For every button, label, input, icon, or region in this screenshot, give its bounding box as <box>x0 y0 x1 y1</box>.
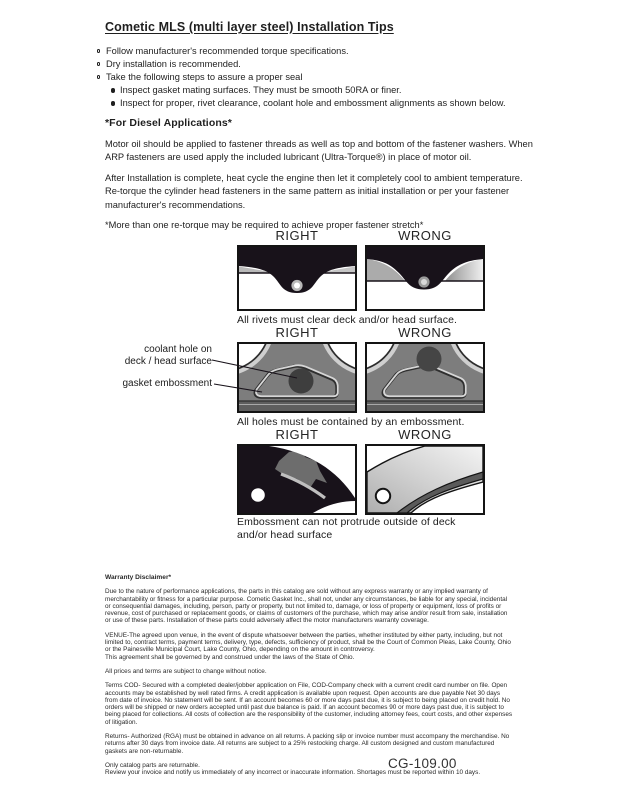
diesel-applications-section <box>105 117 537 240</box>
installation-tips-list <box>97 45 542 110</box>
list-item <box>111 84 542 97</box>
bolt-hole-icon <box>251 488 265 502</box>
figure1-caption: All rivets must clear deck and/or head surface. <box>237 314 458 326</box>
legal-paragraph: VENUE-The agreed upon venue, in the event of dispute whatsoever between the parties, whether instituted by either party, including, but not limited to, contract terms, payment terms, delivery, type, defects, sufficiency of product, shall be the Court of Common Pleas, Lake County, Ohio or the Painesville Municipal Court, Lake County, Ohio, depending on the amount in controversy. <box>105 631 511 654</box>
annotation-coolant-hole: coolant hole on deck / head surface <box>124 344 212 367</box>
figure3-right-label: RIGHT <box>275 427 319 442</box>
figure2-wrong-label: WRONG <box>398 325 452 340</box>
circle-bullet-icon <box>97 62 100 65</box>
circle-bullet-icon <box>97 75 100 78</box>
figure2-wrong-panel <box>365 342 485 413</box>
figure2-right-label: RIGHT <box>275 325 319 340</box>
legal-paragraph: Due to the nature of performance applications, the parts in this catalog are sold without any express warranty or any implied warranty of merchantability or fitness for a particular purpose. Cometic Gasket Inc., shall not, under any circumstances, be liable for any special, incidental or consequential damages, including, person, party or property, but not limited to, damage, or loss of property or equipment, loss of profits or revenue, cost of purchased or replacement goods, or claims of customers of the purchase, which may arise and/or result from sale, installation or use of these parts. Installation of these parts could adversely affect the motor manufacturers warranty coverage. <box>105 588 508 625</box>
figure2-caption: All holes must be contained by an embossment. <box>237 416 465 428</box>
coolant-hole-right-diagram <box>239 344 355 411</box>
tip-text: Inspect gasket mating surfaces. They must be smooth 50RA or finer. <box>120 85 402 95</box>
paragraph: After Installation is complete, heat cycle the engine then let it completely cool to ambient temperature. Re-torque the cylinder head fasteners in the same pattern as initial installation or per your fastener manufacturer's recommendations. <box>105 172 523 210</box>
tip-text: Take the following steps to assure a proper seal <box>106 72 303 82</box>
coolant-hole-icon <box>289 369 314 394</box>
figure3-wrong-panel <box>365 444 485 515</box>
list-item <box>97 45 542 58</box>
figure1-wrong-label: WRONG <box>398 228 452 243</box>
figure3-caption: Embossment can not protrude outside of deck and/or head surface <box>237 516 456 541</box>
coolant-hole-wrong-diagram <box>367 344 483 411</box>
figure1-right-label: RIGHT <box>275 228 319 243</box>
figure1-right-panel <box>237 245 357 311</box>
legal-paragraph: All prices and terms are subject to change without notice. <box>105 667 267 675</box>
annotation-gasket-embossment: gasket embossment <box>122 378 212 389</box>
legal-paragraph: Review your invoice and notify us immediately of any incorrect or inaccurate information. Shortages must be reported within 10 days. <box>105 769 481 777</box>
figure3-wrong-label: WRONG <box>398 427 452 442</box>
tip-text: Follow manufacturer's recommended torque specifications. <box>106 46 349 56</box>
figure1-wrong-panel <box>365 245 485 311</box>
circle-bullet-icon <box>97 49 100 52</box>
page-code: CG-109.00 <box>388 756 457 771</box>
list-item <box>97 58 542 71</box>
page-title: Cometic MLS (multi layer steel) Installation Tips <box>105 20 394 34</box>
paragraph: *More than one re-torque may be required to achieve proper fastener stretch* <box>105 220 424 230</box>
figure3-right-panel <box>237 444 357 515</box>
figure2-right-panel <box>237 342 357 413</box>
rivet-clearance-wrong-diagram <box>367 247 483 309</box>
list-item <box>111 97 542 110</box>
dot-bullet-icon <box>111 88 115 92</box>
legal-paragraph: This agreement shall be governed by and construed under the laws of the State of Ohio. <box>105 653 355 661</box>
coolant-hole-icon <box>417 347 442 372</box>
legal-paragraph: Returns- Authorized (RGA) must be obtained in advance on all returns. A packing slip or invoice number must accompany the merchandise. No returns after 30 days from invoice date. All returns are subject to a 25% restocking charge. All custom designed and custom manufactured gaskets are non-returnable. <box>105 733 510 755</box>
legal-paragraph: Only catalog parts are returnable. <box>105 761 200 769</box>
list-item <box>97 71 542 84</box>
section-heading: *For Diesel Applications* <box>105 117 232 129</box>
tip-text: Inspect for proper, rivet clearance, coolant hole and embossment alignments as shown below. <box>120 98 506 108</box>
tip-text: Dry installation is recommended. <box>106 59 241 69</box>
warranty-disclaimer-section <box>105 574 513 777</box>
legal-heading: Warranty Disclaimer* <box>105 574 172 581</box>
embossment-protrusion-right-diagram <box>239 446 355 513</box>
rivet-clearance-right-diagram <box>239 247 355 309</box>
bolt-hole-icon <box>376 489 390 503</box>
paragraph: Motor oil should be applied to fastener threads as well as top and bottom of the fastener washers. When ARP fasteners are used apply the included lubricant (Ultra-Torque®) in place of motor oil. <box>105 138 533 162</box>
dot-bullet-icon <box>111 101 115 105</box>
embossment-protrusion-wrong-diagram <box>367 446 483 513</box>
legal-paragraph: Terms COD- Secured with a completed dealer/jobber application on File, COD-Company check with a current credit card number on file. Open accounts may be established by well rated firms. A credit application is available upon request. Open accounts are due payable Net 30 days from date of invoice. No statement will be sent. If an account becomes 60 or more days past due, it is subject to being placed on credit hold. No orders will be shipped or new orders accepted until past due balance is paid. If an account becomes 90 or more days past due, it is subject to being placed for collections. All costs of collection are the responsibility of the customer, including attorney fees, court costs, and other expenses of litigation. <box>105 682 513 726</box>
